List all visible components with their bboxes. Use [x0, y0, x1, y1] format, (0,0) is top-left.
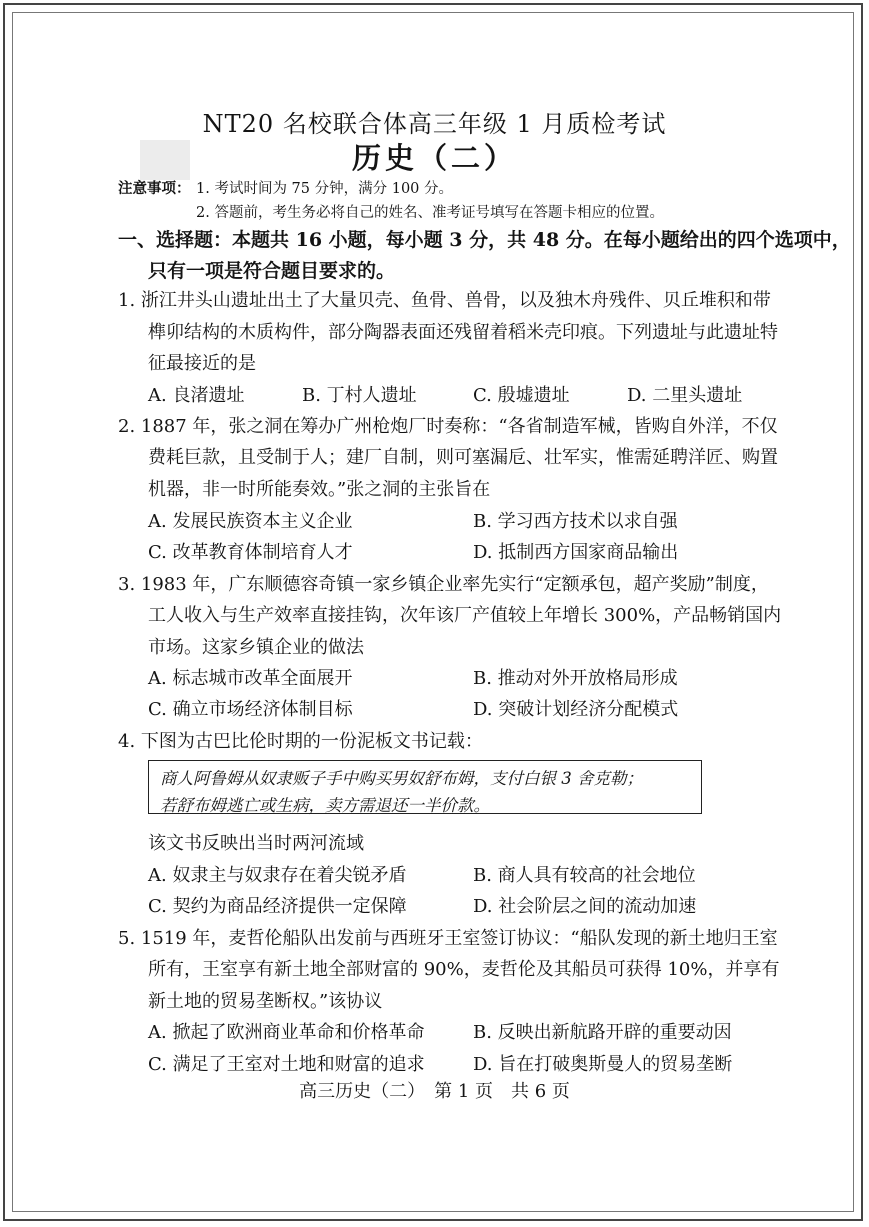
notice-item-2: 2. 答题前，考生务必将自己的姓名、准考证号填写在答题卡相应的位置。: [196, 205, 664, 221]
q1-option-c: C. 殷墟遗址: [473, 385, 570, 406]
q5-option-a: A. 掀起了欧洲商业革命和价格革命: [148, 1022, 425, 1043]
quote-line: 商人阿鲁姆从奴隶贩子手中购买男奴舒布姆，支付白银 3 舍克勒；: [160, 769, 643, 788]
exam-subtitle: 历史（二）: [351, 141, 517, 175]
exam-title: NT20 名校联合体高三年级 1 月质检考试: [202, 110, 667, 138]
q4-option-d: D. 社会阶层之间的流动加速: [473, 896, 697, 917]
q2-line: 费耗巨款，且受制于人；建厂自制，则可塞漏卮、壮军实，惟需延聘洋匠、购置: [148, 447, 778, 468]
q4-option-a: A. 奴隶主与奴隶存在着尖锐矛盾: [148, 865, 407, 886]
q1-line: 1. 浙江井头山遗址出土了大量贝壳、鱼骨、兽骨，以及独木舟残件、贝丘堆积和带: [118, 290, 771, 311]
q2-line: 机器，非一时所能奏效。”张之洞的主张旨在: [148, 479, 491, 500]
q3-option-c: C. 确立市场经济体制目标: [148, 699, 353, 720]
notice-label: 注意事项：: [118, 180, 191, 197]
quote-line: 若舒布姆逃亡或生病，卖方需退还一半价款。: [160, 796, 490, 815]
q2-option-c: C. 改革教育体制培育人才: [148, 542, 353, 563]
q3-option-d: D. 突破计划经济分配模式: [473, 699, 679, 720]
q2-option-d: D. 抵制西方国家商品输出: [473, 542, 679, 563]
q4-line: 4. 下图为古巴比伦时期的一份泥板文书记载：: [118, 731, 483, 752]
q1-line: 榫卯结构的木质构件，部分陶器表面还残留着稻米壳印痕。下列遗址与此遗址特: [148, 322, 778, 343]
q2-line: 2. 1887 年，张之洞在筹办广州枪炮厂时奏称：“各省制造军械，皆购自外洋，不仅: [118, 416, 778, 437]
q5-option-c: C. 满足了王室对土地和财富的追求: [148, 1054, 425, 1075]
q5-line: 新土地的贸易垄断权。”该协议: [148, 991, 383, 1012]
section-heading-cont: 只有一项是符合题目要求的。: [148, 260, 396, 282]
q3-line: 3. 1983 年，广东顺德容奇镇一家乡镇企业率先实行“定额承包，超产奖励”制度，: [118, 574, 769, 595]
q5-line: 所有，王室享有新土地全部财富的 90%，麦哲伦及其船员可获得 10%，并享有: [148, 959, 780, 980]
notice-item-1: 1. 考试时间为 75 分钟，满分 100 分。: [196, 181, 454, 197]
q4-option-b: B. 商人具有较高的社会地位: [473, 865, 696, 886]
q5-line: 5. 1519 年，麦哲伦船队出发前与西班牙王室签订协议：“船队发现的新土地归王室: [118, 928, 778, 949]
q1-option-b: B. 丁村人遗址: [302, 385, 417, 406]
q5-option-d: D. 旨在打破奥斯曼人的贸易垄断: [473, 1054, 733, 1075]
q3-line: 市场。这家乡镇企业的做法: [148, 637, 364, 658]
page-footer: 高三历史（二） 第 1 页 共 6 页: [299, 1081, 570, 1102]
q4-option-c: C. 契约为商品经济提供一定保障: [148, 896, 407, 917]
q5-option-b: B. 反映出新航路开辟的重要动因: [473, 1022, 732, 1043]
q2-option-a: A. 发展民族资本主义企业: [148, 511, 353, 532]
q2-option-b: B. 学习西方技术以求自强: [473, 511, 678, 532]
q1-line: 征最接近的是: [148, 353, 256, 374]
q1-option-d: D. 二里头遗址: [627, 385, 743, 406]
section-heading: 一、选择题：本题共 16 小题，每小题 3 分，共 48 分。在每小题给出的四个选项中，: [118, 229, 851, 251]
q4-stem: 该文书反映出当时两河流域: [148, 833, 364, 854]
q3-option-b: B. 推动对外开放格局形成: [473, 668, 678, 689]
q3-line: 工人收入与生产效率直接挂钩，次年该厂产值较上年增长 300%，产品畅销国内: [148, 605, 782, 626]
q1-option-a: A. 良渚遗址: [148, 385, 245, 406]
q3-option-a: A. 标志城市改革全面展开: [148, 668, 353, 689]
